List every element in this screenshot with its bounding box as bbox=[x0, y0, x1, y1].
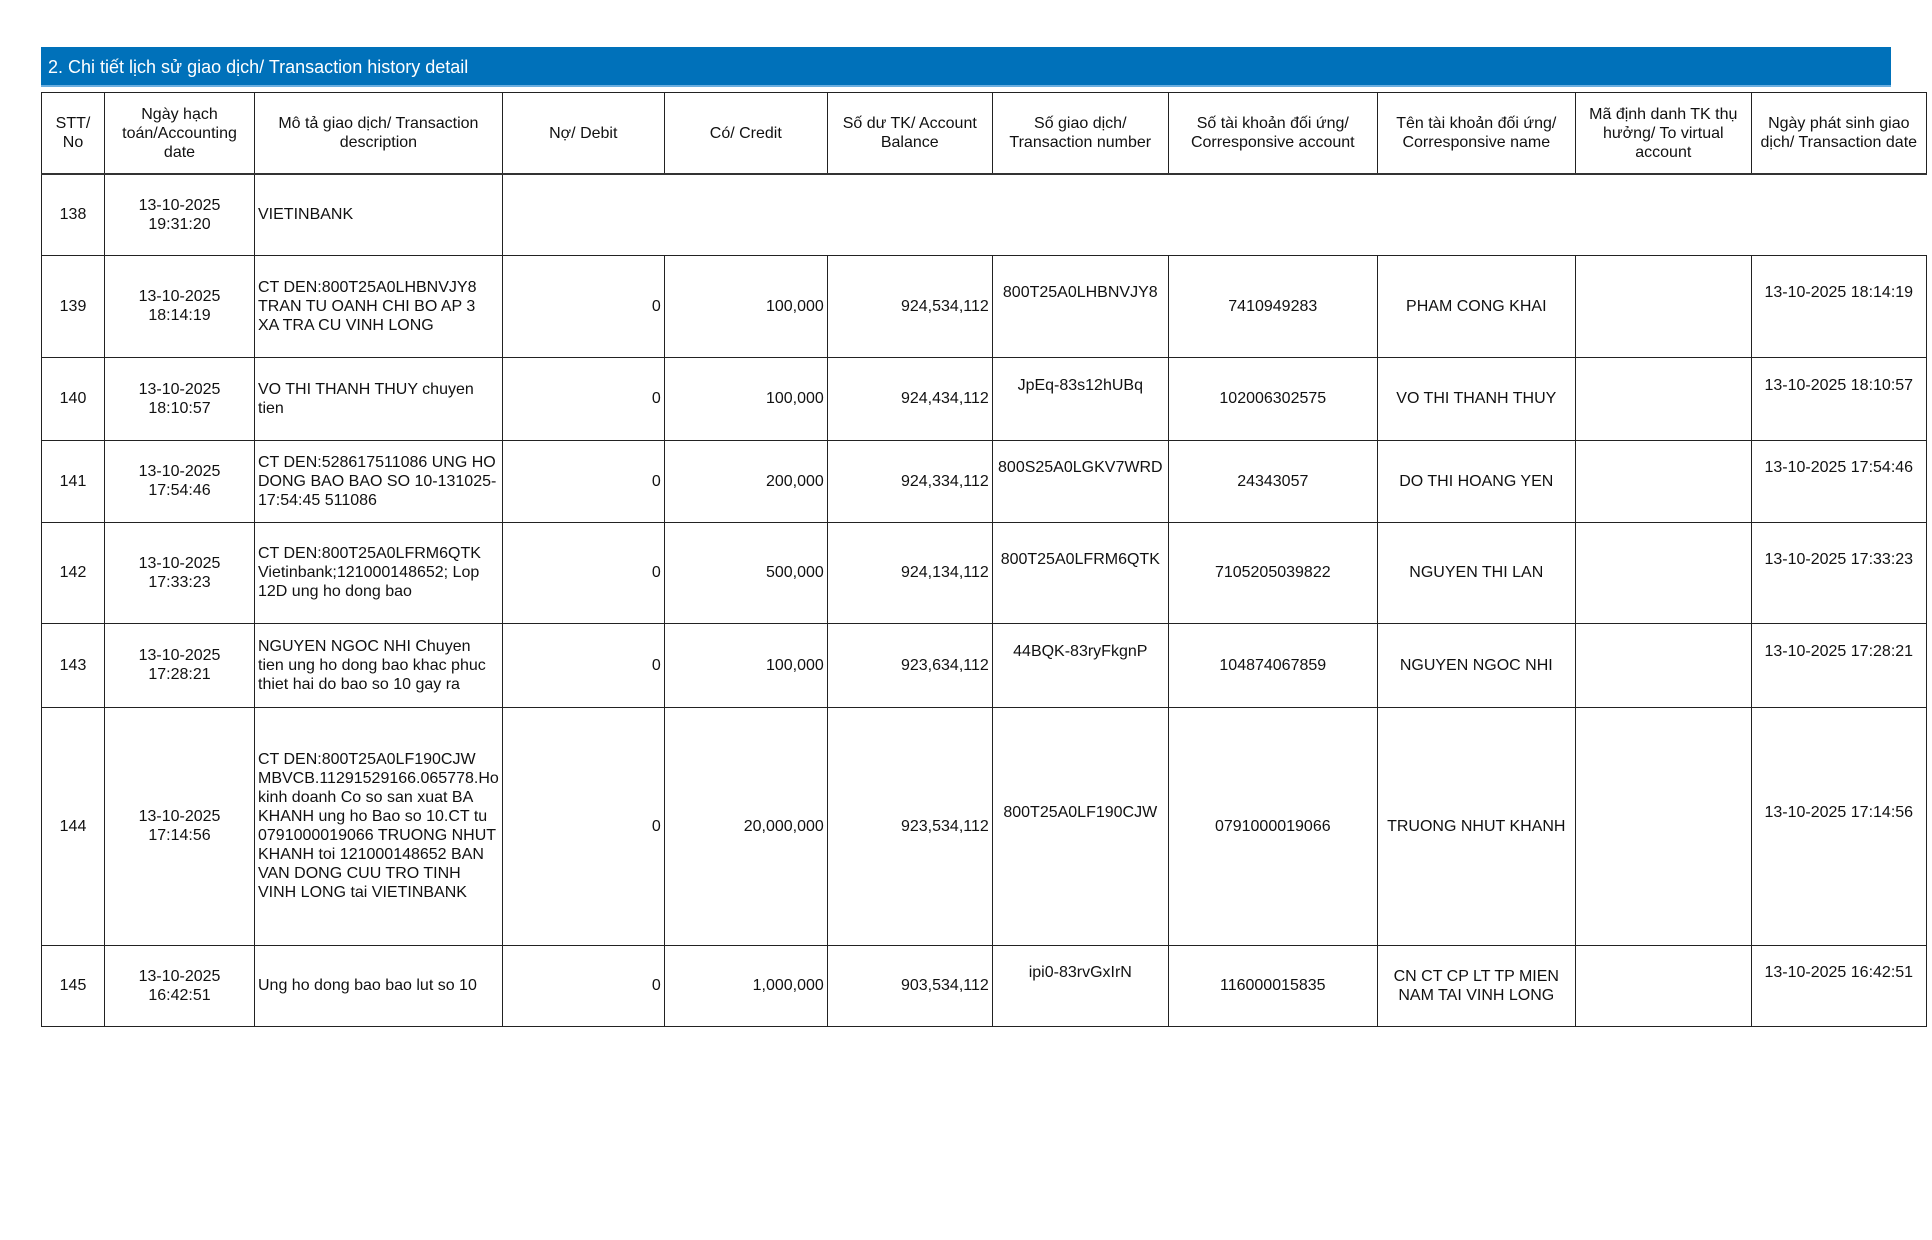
table-row bbox=[42, 440, 1927, 522]
accounting-time: 17:33:23 bbox=[148, 573, 211, 591]
cell-accounting-date bbox=[105, 440, 255, 522]
cell-virtual-account bbox=[1575, 945, 1751, 1026]
header-no: STT/ No bbox=[42, 93, 105, 175]
accounting-date: 13-10-2025 bbox=[138, 196, 221, 214]
section-title: 2. Chi tiết lịch sử giao dịch/ Transaction history detail bbox=[48, 57, 469, 77]
cell-credit: 100,000 bbox=[664, 357, 827, 440]
transaction-date: 13-10-2025 17:14:56 bbox=[1764, 803, 1914, 821]
cell-balance: 923,534,112 bbox=[827, 707, 992, 945]
cell-description: VO THI THANH THUY chuyen tien bbox=[255, 357, 503, 440]
transaction-number: 800T25A0LFRM6QTK bbox=[1000, 550, 1160, 568]
header-transaction-date: Ngày phát sinh giao dịch/ Transaction date bbox=[1751, 93, 1926, 175]
cell-description: CT DEN:800T25A0LHBNVJY8 TRAN TU OANH CHI BO AP 3 XA TRA CU VINH LONG bbox=[255, 255, 503, 357]
cell-corresponsive-account: 24343057 bbox=[1168, 440, 1377, 522]
cell-credit: 1,000,000 bbox=[664, 945, 827, 1026]
cell-no: 142 bbox=[42, 522, 105, 623]
accounting-time: 16:42:51 bbox=[148, 986, 211, 1004]
cell-transaction-number bbox=[992, 707, 1168, 945]
cell-balance: 923,634,112 bbox=[827, 623, 992, 707]
cell-transaction-date bbox=[1751, 440, 1926, 522]
cell-corresponsive-name: NGUYEN THI LAN bbox=[1377, 522, 1575, 623]
cell-credit: 200,000 bbox=[664, 440, 827, 522]
cell-no: 141 bbox=[42, 440, 105, 522]
cell-description: CT DEN:528617511086 UNG HO DONG BAO BAO SO 10-131025-17:54:45 511086 bbox=[255, 440, 503, 522]
cell-corresponsive-account: 7105205039822 bbox=[1168, 522, 1377, 623]
cell-credit: 100,000 bbox=[664, 255, 827, 357]
accounting-date: 13-10-2025 bbox=[138, 380, 221, 398]
cell-corresponsive-account: 7410949283 bbox=[1168, 255, 1377, 357]
cell-debit: 0 bbox=[502, 707, 664, 945]
cell-virtual-account bbox=[1575, 707, 1751, 945]
table-header-row bbox=[42, 93, 1927, 175]
transaction-date: 13-10-2025 16:42:51 bbox=[1764, 963, 1914, 981]
cell-transaction-date bbox=[1751, 255, 1926, 357]
cell-corresponsive-account: 116000015835 bbox=[1168, 945, 1377, 1026]
accounting-date: 13-10-2025 bbox=[138, 647, 221, 664]
cell-virtual-account bbox=[1575, 440, 1751, 522]
cell-balance: 924,134,112 bbox=[827, 522, 992, 623]
cell-no: 140 bbox=[42, 357, 105, 440]
accounting-time: 17:54:46 bbox=[148, 482, 211, 499]
cell-accounting-date bbox=[105, 623, 255, 707]
cell-accounting-date bbox=[105, 945, 255, 1026]
transaction-number: 44BQK-83ryFkgnP bbox=[1013, 642, 1148, 660]
cell-debit: 0 bbox=[502, 357, 664, 440]
transaction-date: 13-10-2025 17:54:46 bbox=[1764, 458, 1914, 476]
accounting-time: 18:14:19 bbox=[148, 307, 211, 324]
accounting-date: 13-10-2025 bbox=[138, 554, 221, 572]
cell-no: 143 bbox=[42, 623, 105, 707]
cell-debit: 0 bbox=[502, 522, 664, 623]
cell-virtual-account bbox=[1575, 623, 1751, 707]
header-credit: Có/ Credit bbox=[664, 93, 827, 175]
cell-transaction-date bbox=[1751, 945, 1926, 1026]
cell-transaction-date bbox=[1751, 707, 1926, 945]
cell-balance: 924,334,112 bbox=[827, 440, 992, 522]
header-corresponsive-name: Tên tài khoản đối ứng/ Corresponsive name bbox=[1377, 93, 1575, 175]
cell-transaction-date bbox=[1751, 522, 1926, 623]
cell-corresponsive-account: 104874067859 bbox=[1168, 623, 1377, 707]
cell-debit: 0 bbox=[502, 623, 664, 707]
cell-corresponsive-account: 102006302575 bbox=[1168, 357, 1377, 440]
transaction-number: 800S25A0LGKV7WRD bbox=[998, 458, 1163, 476]
cell-accounting-date bbox=[105, 522, 255, 623]
table-row bbox=[42, 707, 1927, 945]
cell-transaction-number bbox=[992, 522, 1168, 623]
table-row bbox=[42, 255, 1927, 357]
header-debit: Nợ/ Debit bbox=[502, 93, 664, 175]
header-virtual-account: Mã định danh TK thụ hưởng/ To virtual account bbox=[1575, 93, 1751, 175]
cell-credit: 500,000 bbox=[664, 522, 827, 623]
cell-debit: 0 bbox=[502, 945, 664, 1026]
transaction-date: 13-10-2025 18:14:19 bbox=[1764, 283, 1914, 301]
accounting-date: 13-10-2025 bbox=[138, 808, 221, 825]
cell-debit: 0 bbox=[502, 440, 664, 522]
cell-balance: 903,534,112 bbox=[827, 945, 992, 1026]
cell-description: CT DEN:800T25A0LFRM6QTK Vietinbank;121000148652; Lop 12D ung ho dong bao bbox=[255, 522, 503, 623]
transaction-number: 800T25A0LHBNVJY8 bbox=[1002, 283, 1158, 301]
transaction-date: 13-10-2025 18:10:57 bbox=[1764, 376, 1914, 394]
cell-accounting-date bbox=[105, 707, 255, 945]
cell-transaction-number bbox=[992, 623, 1168, 707]
cell-debit: 0 bbox=[502, 255, 664, 357]
cell-transaction-date bbox=[1751, 623, 1926, 707]
cell-accounting-date bbox=[105, 357, 255, 440]
accounting-time: 18:10:57 bbox=[148, 399, 211, 417]
header-corresponsive-account: Số tài khoản đối ứng/ Corresponsive account bbox=[1168, 93, 1377, 175]
cell-description: VIETINBANK bbox=[255, 174, 503, 255]
section-title-bar bbox=[41, 47, 1891, 87]
cell-virtual-account bbox=[1575, 255, 1751, 357]
header-accounting-date: Ngày hạch toán/Accounting date bbox=[105, 93, 255, 175]
cell-corresponsive-name: DO THI HOANG YEN bbox=[1377, 440, 1575, 522]
transaction-history-table bbox=[41, 92, 1927, 1027]
cell-accounting-date bbox=[105, 255, 255, 357]
table-row bbox=[42, 357, 1927, 440]
header-description: Mô tả giao dịch/ Transaction description bbox=[255, 93, 503, 175]
cell-transaction-number bbox=[992, 440, 1168, 522]
cell-corresponsive-name: VO THI THANH THUY bbox=[1377, 357, 1575, 440]
table-row bbox=[42, 945, 1927, 1026]
cell-corresponsive-name: CN CT CP LT TP MIEN NAM TAI VINH LONG bbox=[1377, 945, 1575, 1026]
cell-corresponsive-name: TRUONG NHUT KHANH bbox=[1377, 707, 1575, 945]
transaction-number: ipi0-83rvGxIrN bbox=[1028, 963, 1132, 981]
transaction-number: JpEq-83s12hUBq bbox=[1017, 376, 1143, 394]
table-row bbox=[42, 522, 1927, 623]
transaction-date: 13-10-2025 17:28:21 bbox=[1764, 642, 1914, 660]
cell-corresponsive-name: NGUYEN NGOC NHI bbox=[1377, 623, 1575, 707]
accounting-time: 17:28:21 bbox=[148, 666, 211, 683]
cell-empty-merged bbox=[502, 174, 1926, 255]
table-row bbox=[42, 623, 1927, 707]
cell-balance: 924,534,112 bbox=[827, 255, 992, 357]
cell-accounting-date bbox=[105, 174, 255, 255]
cell-credit: 100,000 bbox=[664, 623, 827, 707]
cell-corresponsive-name: PHAM CONG KHAI bbox=[1377, 255, 1575, 357]
accounting-time: 19:31:20 bbox=[148, 215, 211, 233]
header-transaction-number: Số giao dịch/ Transaction number bbox=[992, 93, 1168, 175]
cell-description: NGUYEN NGOC NHI Chuyen tien ung ho dong bao khac phuc thiet hai do bao so 10 gay ra bbox=[255, 623, 503, 707]
cell-balance: 924,434,112 bbox=[827, 357, 992, 440]
cell-corresponsive-account: 0791000019066 bbox=[1168, 707, 1377, 945]
accounting-date: 13-10-2025 bbox=[138, 288, 221, 305]
accounting-date: 13-10-2025 bbox=[138, 967, 221, 985]
cell-virtual-account bbox=[1575, 522, 1751, 623]
cell-credit: 20,000,000 bbox=[664, 707, 827, 945]
accounting-time: 17:14:56 bbox=[148, 827, 211, 844]
cell-no: 139 bbox=[42, 255, 105, 357]
cell-no: 144 bbox=[42, 707, 105, 945]
cell-transaction-number bbox=[992, 945, 1168, 1026]
cell-description: Ung ho dong bao bao lut so 10 bbox=[255, 945, 503, 1026]
cell-transaction-number bbox=[992, 357, 1168, 440]
table-row bbox=[42, 174, 1927, 255]
cell-transaction-date bbox=[1751, 357, 1926, 440]
cell-no: 145 bbox=[42, 945, 105, 1026]
transaction-number: 800T25A0LF190CJW bbox=[1003, 803, 1158, 821]
cell-virtual-account bbox=[1575, 357, 1751, 440]
cell-no: 138 bbox=[42, 174, 105, 255]
transaction-date: 13-10-2025 17:33:23 bbox=[1764, 550, 1914, 568]
cell-description: CT DEN:800T25A0LF190CJW MBVCB.11291529166.065778.Ho kinh doanh Co so san xuat BA KHANH ung ho Bao so 10.CT tu 0791000019066 TRUONG NHUT KHANH toi 121000148652 BAN VAN DONG CUU TRO TINH VINH LONG tai VIETINBANK bbox=[255, 707, 503, 945]
cell-transaction-number bbox=[992, 255, 1168, 357]
accounting-date: 13-10-2025 bbox=[138, 463, 221, 480]
header-balance: Số dư TK/ Account Balance bbox=[827, 93, 992, 175]
